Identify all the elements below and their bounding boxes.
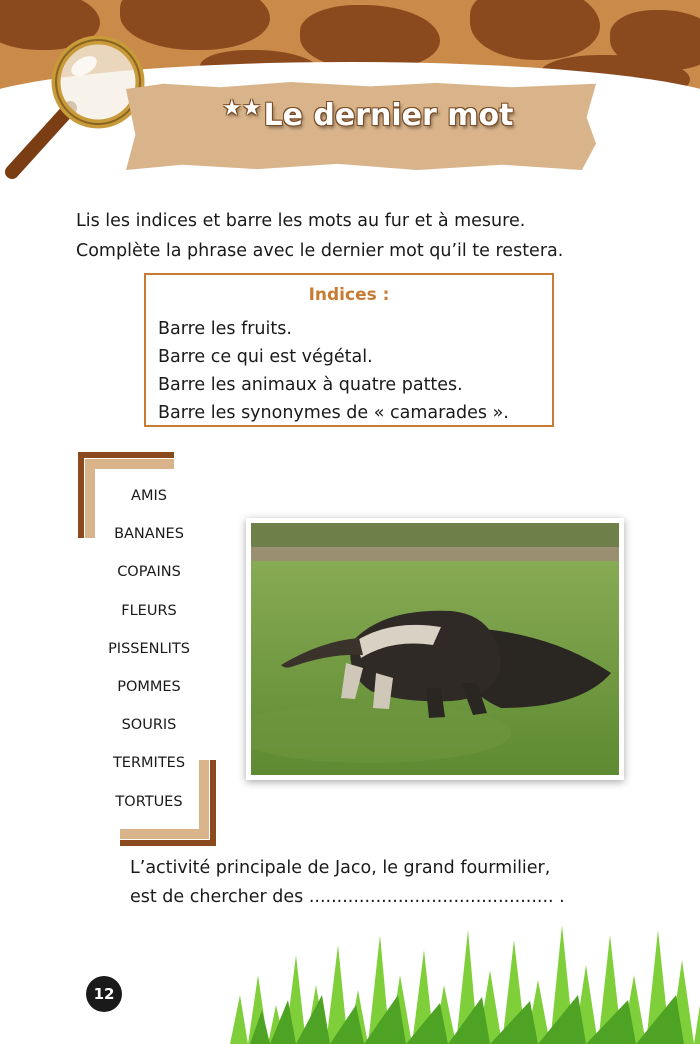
word-item[interactable]: POMMES (117, 678, 181, 695)
instruction-line-2: Complète la phrase avec le dernier mot qu’il te restera. (76, 241, 564, 261)
indices-box (144, 273, 554, 427)
indices-list (158, 315, 509, 427)
word-item[interactable]: TORTUES (115, 793, 183, 810)
word-item[interactable]: COPAINS (117, 564, 181, 581)
page-title-text: Le dernier mot (263, 98, 514, 133)
sentence-line-2[interactable]: est de chercher des ............................................ . (130, 887, 565, 907)
indice-item: Barre les fruits. (158, 319, 292, 339)
indice-item: Barre les synonymes de « camarades ». (158, 403, 509, 423)
instruction-line-1: Lis les indices et barre les mots au fur et à mesure. (76, 211, 526, 231)
page-number: 12 (86, 976, 122, 1012)
completion-sentence (130, 854, 650, 912)
word-item[interactable]: BANANES (114, 526, 184, 543)
sentence-line-1: L’activité principale de Jaco, le grand fourmilier, (130, 858, 551, 878)
indices-title: Indices : (308, 285, 390, 305)
grass-decoration (230, 915, 700, 1044)
word-item[interactable]: FLEURS (121, 602, 177, 619)
indice-item: Barre ce qui est végétal. (158, 347, 373, 367)
word-list (94, 482, 204, 826)
word-item[interactable]: SOURIS (121, 717, 177, 734)
anteater-photo-frame (246, 518, 624, 780)
word-item[interactable]: PISSENLITS (108, 640, 190, 657)
page-title (222, 96, 513, 133)
indice-item: Barre les animaux à quatre pattes. (158, 375, 463, 395)
instructions (76, 206, 656, 266)
word-item[interactable]: AMIS (131, 488, 167, 504)
word-item[interactable]: TERMITES (112, 755, 186, 772)
anteater-photo (251, 523, 619, 775)
difficulty-stars: ★★ (222, 96, 262, 121)
